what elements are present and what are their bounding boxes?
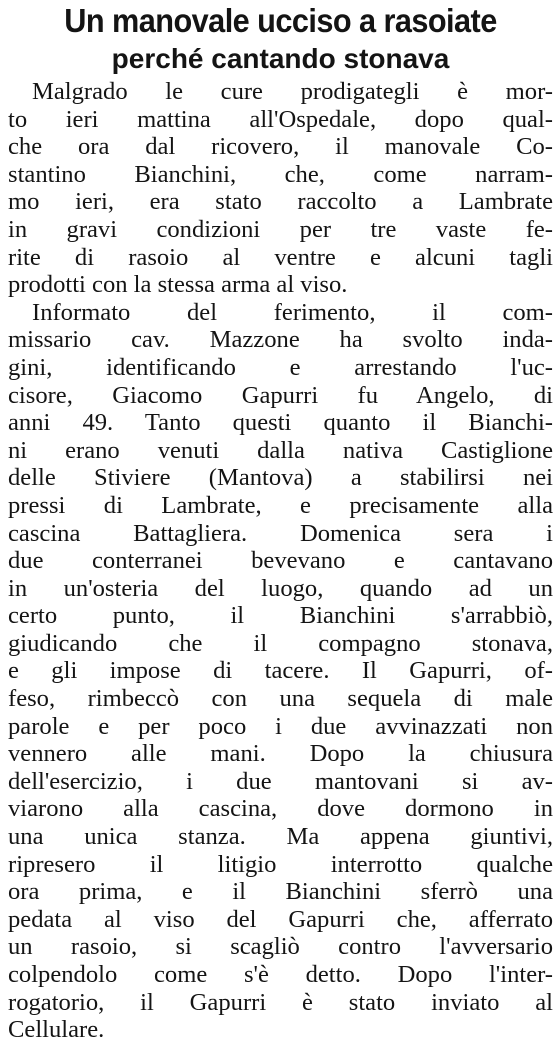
article-line: una unica stanza. Ma appena giuntivi, xyxy=(8,823,553,851)
article-line: to ieri mattina all'Ospedale, dopo qual- xyxy=(8,105,553,133)
article-line: pressi di Lambrate, e precisamente alla xyxy=(8,491,553,519)
article-line: che ora dal ricovero, il manovale Co- xyxy=(8,133,553,161)
article-line: in gravi condizioni per tre vaste fe- xyxy=(8,215,553,243)
article-line: in un'osteria del luogo, quando ad un xyxy=(8,574,553,602)
article-headline: Un manovale ucciso a rasoiate xyxy=(64,2,497,39)
article-line: ora prima, e il Bianchini sferrò una xyxy=(8,878,553,906)
article-line: Malgrado le cure prodigategli è mor- xyxy=(32,78,553,105)
article-line: prodotti con la stessa arma al viso. xyxy=(8,271,348,299)
article-line: due conterranei bevevano e cantavano xyxy=(8,547,553,575)
article-line: un rasoio, si scagliò contro l'avversario xyxy=(8,933,553,961)
article-line: rogatorio, il Gapurri è stato inviato al xyxy=(8,988,553,1016)
article-line: dell'esercizio, i due mantovani si av- xyxy=(8,767,553,795)
article-line: mo ieri, era stato raccolto a Lambrate xyxy=(8,188,553,216)
article-line: delle Stiviere (Mantova) a stabilirsi nei xyxy=(8,464,553,492)
article-line: rite di rasoio al ventre e alcuni tagli xyxy=(8,243,553,271)
article-line: Cellulare. xyxy=(8,1016,105,1044)
article-line: anni 49. Tanto questi quanto il Bianchi- xyxy=(8,409,553,437)
article-line: cisore, Giacomo Gapurri fu Angelo, di xyxy=(8,381,553,409)
article-line: vennero alle mani. Dopo la chiusura xyxy=(8,740,553,768)
article-line: missario cav. Mazzone ha svolto inda- xyxy=(8,326,553,354)
article-line: e gli impose di tacere. Il Gapurri, of- xyxy=(8,657,553,685)
article-line: colpendolo come s'è detto. Dopo l'inter- xyxy=(8,961,553,988)
article-line: ni erano venuti dalla nativa Castiglione xyxy=(8,436,553,464)
article-line: viarono alla cascina, dove dormono in xyxy=(8,795,553,823)
article-line: ripresero il litigio interrotto qualche xyxy=(8,850,553,878)
article-line: feso, rimbeccò con una sequela di male xyxy=(8,685,553,713)
article-line: parole e per poco i due avvinazzati non xyxy=(8,712,553,740)
article-body xyxy=(8,78,553,1044)
article-line: giudicando che il compagno stonava, xyxy=(8,629,553,657)
article-subheadline: perché cantando stonava xyxy=(111,43,450,74)
article-line: cascina Battagliera. Domenica sera i xyxy=(8,519,553,547)
article-line: stantino Bianchini, che, come narram- xyxy=(8,160,553,188)
article-line: gini, identificando e arrestando l'uc- xyxy=(8,353,553,381)
article-line: pedata al viso del Gapurri che, afferrato xyxy=(8,905,553,933)
article-line: certo punto, il Bianchini s'arrabbiò, xyxy=(8,602,553,630)
article-line: Informato del ferimento, il com- xyxy=(32,298,553,326)
